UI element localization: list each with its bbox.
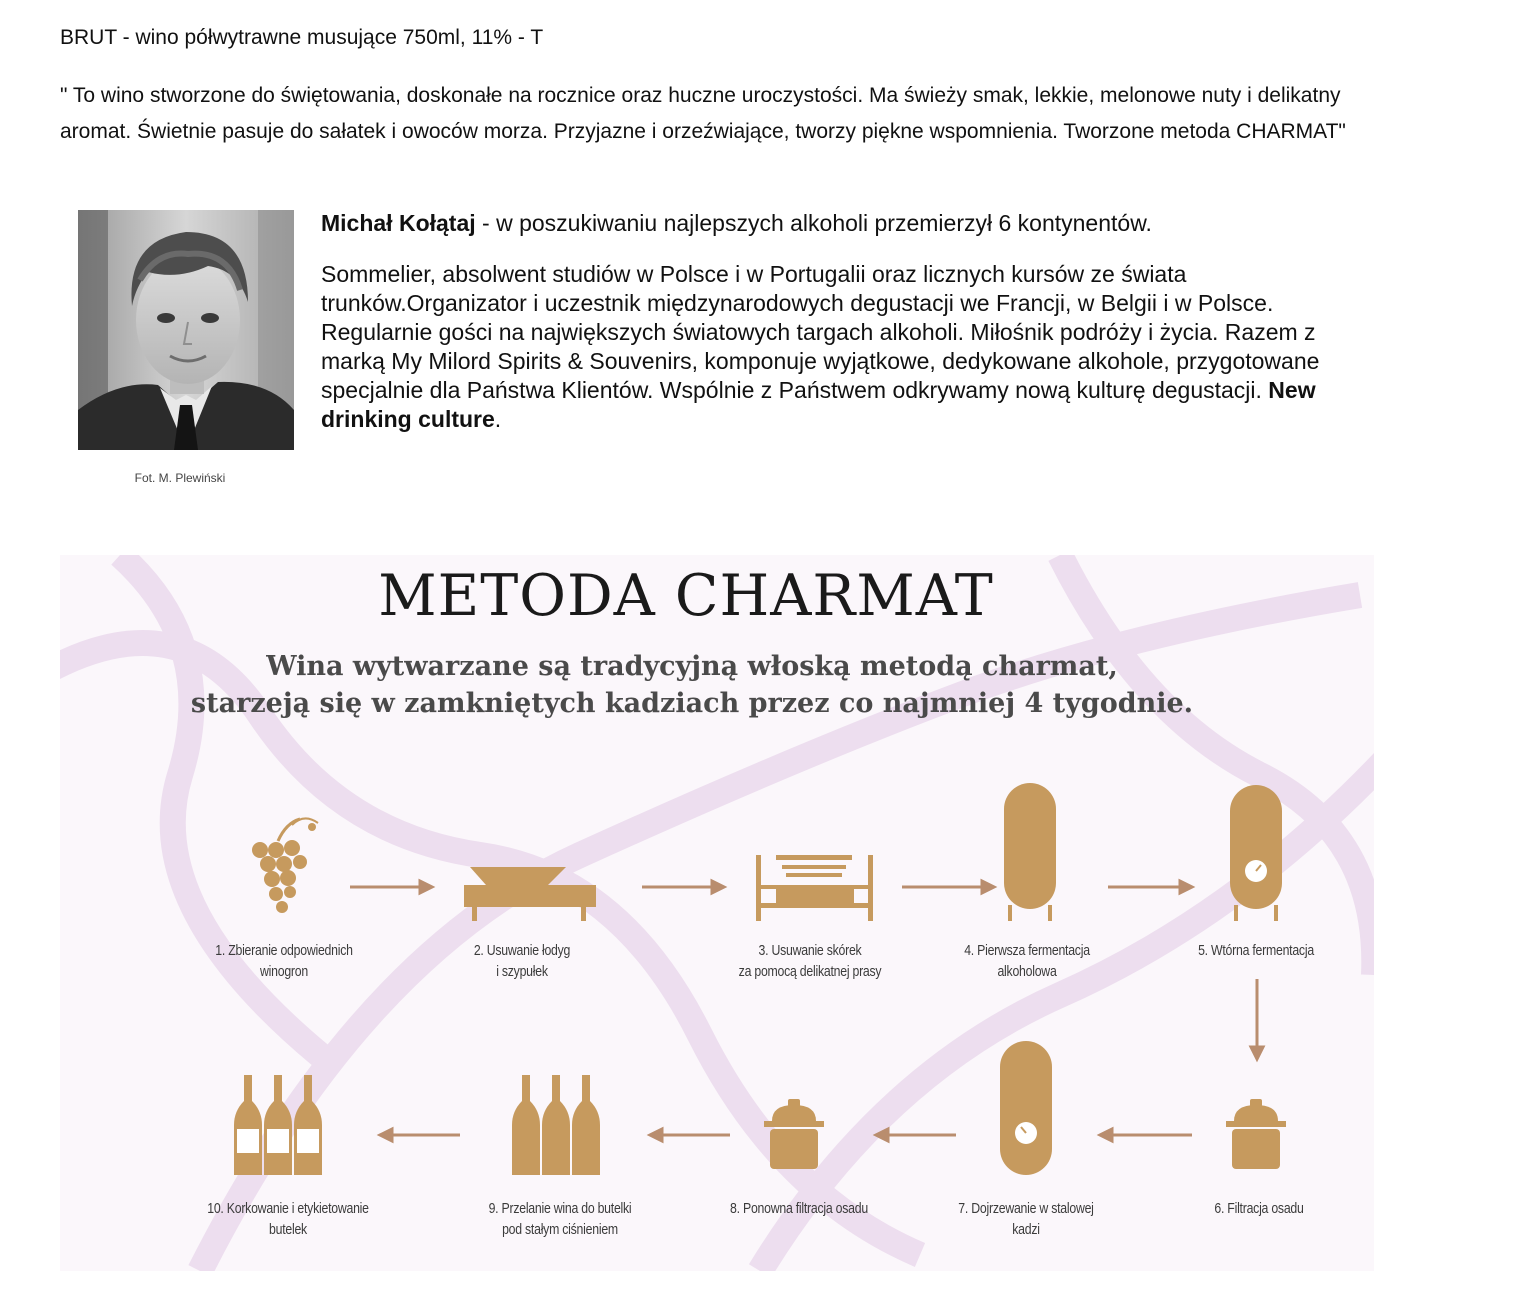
sommelier-bio-text: Sommelier, absolwent studiów w Polsce i w Portugalii oraz licznych kursów ze świata trunków.Organizator i uczestnik międzynarodowych degustacji we Francji, w Belgii i w Polsce. Regularnie gości na największych światowych targach alkoholi. Miłośnik podróży i życia. Razem z marką My Milord Spirits & Souvenirs, komponuje wyjątkowe, dedykowane alkohole, przygotowane specjalnie dla Państwa Klientów. Wspólnie z Państwem odkrywamy nową kulturę degustacji. xyxy=(321,261,1320,403)
sommelier-tagline: - w poszukiwaniu najlepszych alkoholi przemierzył 6 kontynentów. xyxy=(475,210,1152,236)
sommelier-photo xyxy=(78,210,294,450)
fermentation-tank-icon xyxy=(1004,783,1056,921)
bottles-icon xyxy=(512,1075,600,1175)
sommelier-motto: New drinking culture xyxy=(321,377,1316,432)
product-description: " To wino stworzone do świętowania, doskonałe na rocznice oraz huczne uroczystości. Ma świeży smak, lekkie, melonowe nuty i delikatny aromat. Świetnie pasuje do sałatek i owoców morza. Przyjazne i orzeźwiające, tworzy piękne wspomnienia. Tworzone metoda CHARMAT" xyxy=(60,84,1346,143)
step-label: 4. Pierwsza fermentacja alkoholowa xyxy=(964,942,1090,980)
sommelier-name: Michał Kołątaj xyxy=(321,210,476,236)
infographic-subtitle-line1: Wina wytwarzane są tradycyjną włoską metodą charmat, xyxy=(266,651,1118,682)
step-label: 5. Wtórna fermentacja xyxy=(1198,942,1314,959)
step-label: 1. Zbieranie odpowiednich winogron xyxy=(215,942,353,980)
step-label: 3. Usuwanie skórek za pomocą delikatnej prasy xyxy=(738,942,882,980)
step-label: 8. Ponowna filtracja osadu xyxy=(730,1200,868,1217)
step-label: 2. Usuwanie łodyg i szypułek xyxy=(473,942,571,980)
pressure-tank-icon xyxy=(1230,785,1282,921)
step-label: 7. Dojrzewanie w stalowej kadzi xyxy=(958,1200,1094,1238)
step-label: 9. Przelanie wina do butelki pod stałym ciśnieniem xyxy=(488,1200,632,1238)
step-label: 10. Korkowanie i etykietowanie butelek xyxy=(207,1200,369,1238)
sommelier-bio xyxy=(321,208,1321,434)
steel-vat-icon xyxy=(1000,1041,1052,1175)
infographic-title: METODA CHARMAT xyxy=(378,563,994,629)
photo-credit: Fot. M. Plewiński xyxy=(134,471,226,485)
labeled-bottles-icon xyxy=(234,1075,322,1175)
infographic-subtitle-line2: starzeją się w zamkniętych kadziach przez co najmniej 4 tygodnie. xyxy=(190,688,1194,719)
step-label: 6. Filtracja osadu xyxy=(1214,1200,1304,1217)
sommelier-motto-end: . xyxy=(494,406,502,432)
product-title: BRUT - wino półwytrawne musujące 750ml, 11% - T xyxy=(60,26,544,49)
